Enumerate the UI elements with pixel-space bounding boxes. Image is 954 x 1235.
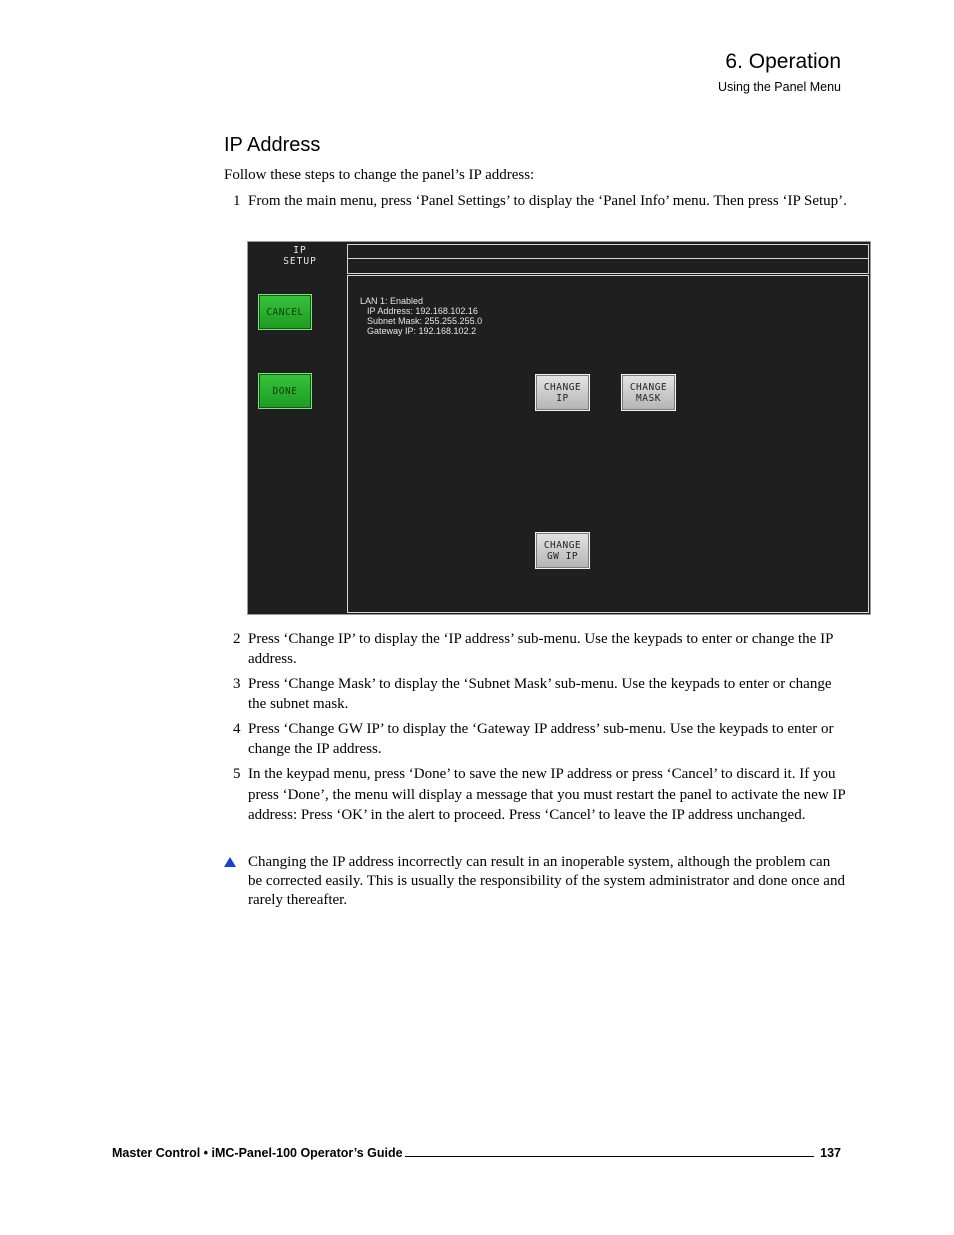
step-text: From the main menu, press ‘Panel Settings’ to display the ‘Panel Info’ menu. Then press ‘IP Setup’. [248, 193, 847, 209]
intro-text: Follow these steps to change the panel’s IP address: [224, 167, 535, 183]
panel-subheader-bar [347, 259, 869, 274]
lan-info [360, 296, 482, 336]
change-gw-line2: GW IP [546, 550, 579, 562]
subnet-mask-value: Subnet Mask: 255.255.255.0 [367, 316, 483, 326]
note-text: Changing the IP address incorrectly can result in an inoperable system, although the problem can be corrected easily. This is usually the responsibility of the system administrator and done once and rarely thereafter. [248, 854, 845, 908]
step-number: 1 [233, 193, 241, 209]
panel-title-line2: SETUP [283, 256, 317, 267]
panel-title-line1: IP [293, 245, 307, 256]
change-ip-line1: CHANGE [543, 381, 582, 393]
cancel-button[interactable]: CANCEL [258, 294, 312, 330]
ip-setup-panel-screenshot [247, 241, 871, 615]
step-text: Press ‘Change GW IP’ to display the ‘Gateway IP address’ sub-menu. Use the keypads to enter or change the IP address. [248, 721, 834, 757]
step-number: 2 [233, 631, 241, 647]
section-heading: IP Address [224, 134, 321, 156]
step-4 [233, 719, 848, 759]
chapter-subtitle: Using the Panel Menu [718, 80, 841, 94]
change-mask-line2: MASK [636, 392, 661, 404]
chapter-title: 6. Operation [725, 50, 841, 73]
panel-main-area [347, 275, 869, 613]
warning-triangle-icon [224, 857, 236, 867]
change-gw-ip-button[interactable] [535, 532, 590, 569]
panel-title [256, 245, 344, 267]
step-number: 5 [233, 766, 241, 782]
gateway-ip-value: Gateway IP: 192.168.102.2 [367, 326, 477, 336]
change-ip-line2: IP [556, 392, 569, 404]
done-button[interactable]: DONE [258, 373, 312, 409]
step-number: 4 [233, 721, 241, 737]
page-number: 137 [820, 1146, 841, 1160]
panel-header-bar [347, 244, 869, 259]
change-gw-line1: CHANGE [543, 539, 582, 551]
step-text: In the keypad menu, press ‘Done’ to save the new IP address or press ‘Cancel’ to discard it. If you press ‘Done’, the menu will display a message that you must restart the panel to activate the new IP address: Press ‘OK’ in the alert to proceed. Press ‘Cancel’ to leave the IP address unchanged. [248, 766, 846, 823]
step-2 [233, 629, 848, 669]
footer-doc-title: Master Control • iMC-Panel-100 Operator’s Guide [112, 1146, 403, 1160]
footer-rule [400, 1156, 814, 1157]
change-mask-button[interactable] [621, 374, 676, 411]
step-3 [233, 674, 848, 714]
step-text: Press ‘Change IP’ to display the ‘IP address’ sub-menu. Use the keypads to enter or change the IP address. [248, 631, 833, 667]
step-number: 3 [233, 676, 241, 692]
ip-address-value: IP Address: 192.168.102.16 [367, 306, 478, 316]
change-ip-button[interactable] [535, 374, 590, 411]
lan-status: LAN 1: Enabled [360, 296, 424, 306]
change-mask-line1: CHANGE [629, 381, 668, 393]
step-5 [233, 764, 848, 826]
step-text: Press ‘Change Mask’ to display the ‘Subnet Mask’ sub-menu. Use the keypads to enter or change the subnet mask. [248, 676, 832, 712]
step-1 [233, 191, 848, 211]
